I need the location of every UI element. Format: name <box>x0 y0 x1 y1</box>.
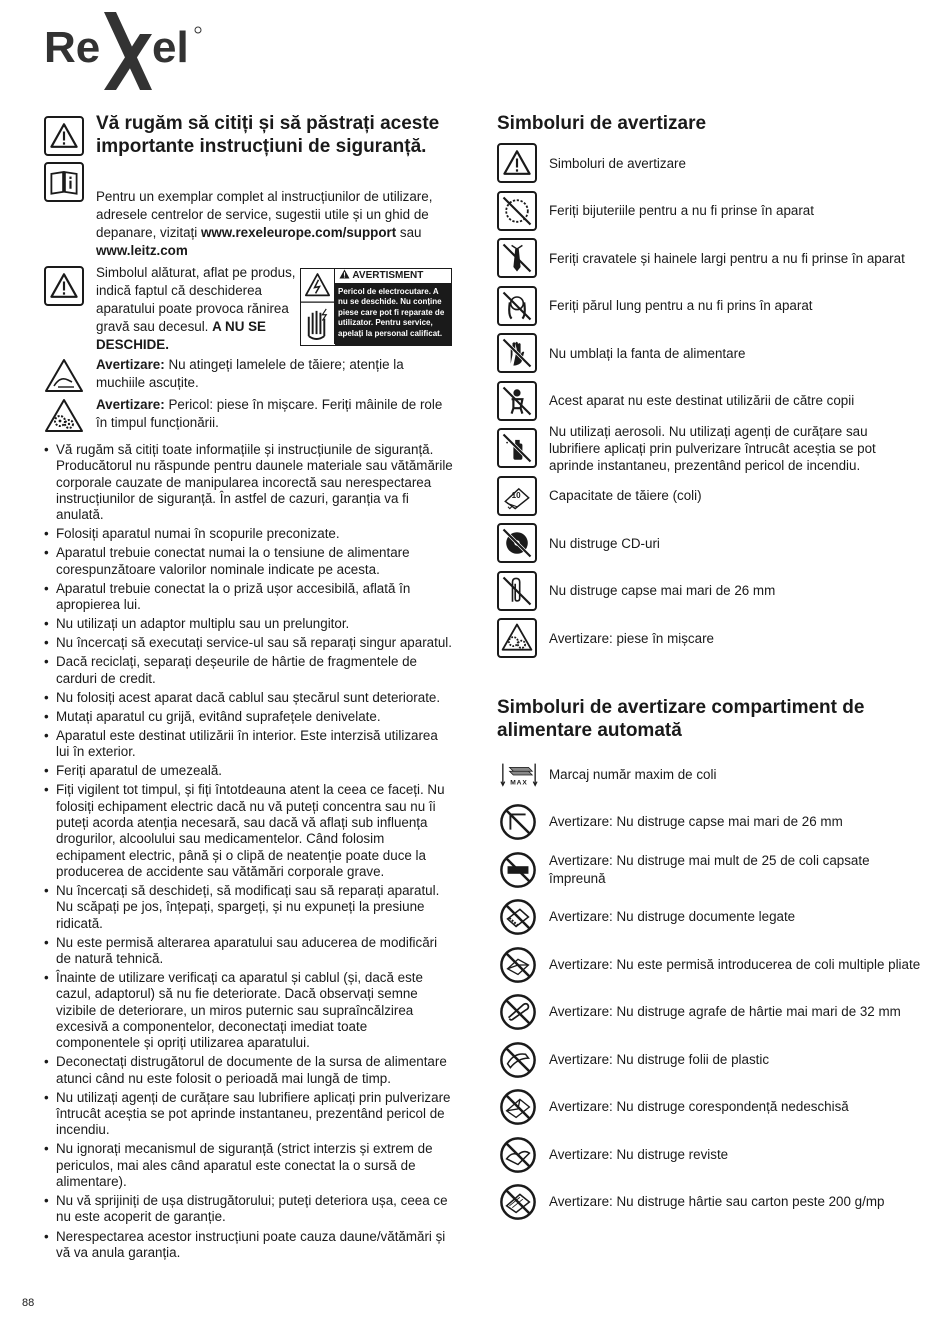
no-tie-icon <box>497 238 537 278</box>
symbol-label: Feriți părul lung pentru a nu fi prins în aparat <box>549 298 813 313</box>
support-link[interactable]: www.rexeleurope.com/support <box>200 225 397 240</box>
safety-rule: • Nu este permisă alterarea aparatului sau aducerea de modificări de natură tehnică. <box>44 935 454 968</box>
intro-text-part: Pentru un exemplar complet al instrucțiunilor de utilizare, adresele centrelor de service, sugestii utile și un ghid de depanare, vizitați <box>96 189 433 240</box>
feed-symbol-row <box>497 1132 927 1180</box>
symbol-row <box>497 141 927 189</box>
page-number: 88 <box>22 1297 35 1309</box>
safety-rule: • Nu ignorați mecanismul de siguranță (strict interzis și extrem de periculos, mai ales când aparatul este conectat la o sursă de alimentare). <box>44 1141 454 1190</box>
feed-symbol-label: Avertizare: Nu distruge corespondență nedeschisă <box>549 1099 849 1114</box>
symbol-row <box>497 423 927 474</box>
sign-note-text: Simbolul alăturat, aflat pe produs, indică faptul că deschiderea aparatului poate provoca rănirea gravă sau decesul. <box>96 265 296 334</box>
safety-rule: • Fiți vigilent tot timpul, și fiți întotdeauna atent la ceea ce faceți. Nu folosiți echipament electric dacă nu vă puteți concentra sau nu îi puteți acorda atenția necesară, sau dacă vă aflați sub influența drogurilor, alcoolului sau medicamentelor. Când folosim echipament electric, până și o clipă de neatenție poate duce la producerea de accidente sau vătămări corporale grave. <box>44 782 454 880</box>
safety-rule: • Nu încercați să deschideți, să modificați sau să reparați aparatul. Nu scăpați pe jos, înțepați, spargeți, și nu expuneți la presiune ridicată. <box>44 883 454 932</box>
no-jewellery-icon <box>497 191 537 231</box>
sheet-capacity-icon <box>497 476 537 516</box>
safety-rule: • Aparatul este destinat utilizării în interior. Este interzisă utilizarea lui în exterior. <box>44 728 454 761</box>
safety-rule: • Nu utilizați agenți de curățare sau lubrifiere aplicați prin pulverizare întrucât aceștia se pot aprinde instantaneu, prezentând pericol de incendiu. <box>44 1090 454 1139</box>
feed-symbol-row <box>497 894 927 942</box>
warning-label: Avertizare: <box>96 397 165 412</box>
safety-rule: • Aparatul trebuie conectat numai la o tensiune de alimentare corespunzătoare valorilor nominale indicate pe acesta. <box>44 545 454 578</box>
rexel-logo <box>44 12 204 92</box>
warning-triangle-icon <box>44 116 84 156</box>
symbol-row <box>497 569 927 617</box>
warning-triangle-icon <box>44 266 84 306</box>
feed-symbol-label: Avertizare: Nu distruge folii de plastic <box>549 1051 770 1067</box>
electric-sign-block <box>44 264 454 356</box>
feed-symbol-row <box>497 847 927 895</box>
symbol-label: Nu distruge CD-uri <box>549 535 660 551</box>
symbol-label: Feriți cravatele și hainele largi pentru a nu fi prinse în aparat <box>549 250 905 266</box>
moving-warning-text <box>96 396 456 432</box>
symbol-row <box>497 474 927 522</box>
feed-symbol-row <box>497 942 927 990</box>
cut-warning-block <box>44 356 454 396</box>
symbol-label: Nu utilizați aerosoli. Nu utilizați agenți de curățare sau lubrifiere aplicați prin pulverizare întrucât aceștia se pot aprinde instantaneu, prezentând pericol de incendiu. <box>549 423 876 473</box>
symbol-row <box>497 284 927 332</box>
warning-triangle-icon <box>497 143 537 183</box>
feed-symbol-label: Avertizare: Nu distruge documente legate <box>549 909 796 924</box>
feed-symbol-row <box>497 1179 927 1227</box>
intro-block <box>44 112 454 264</box>
blade-hazard-icon <box>44 358 84 394</box>
feed-symbol-row <box>497 752 927 800</box>
warning-box-icons <box>301 269 335 344</box>
no-magazines-icon <box>499 1136 537 1174</box>
safety-rule: • Feriți aparatul de umezeală. <box>44 763 454 779</box>
sign-note <box>96 264 296 354</box>
rexel-logo-mark <box>44 12 204 92</box>
max-sheets-icon <box>499 756 537 794</box>
safety-rule: • Nu încercați să executați service-ul sau să reparați singur aparatul. <box>44 635 454 651</box>
symbol-label: Capacitate de tăiere (coli) <box>549 488 702 503</box>
symbol-label: Nu umblați la fanta de alimentare <box>549 345 746 361</box>
no-stapled-stack-icon <box>499 851 537 889</box>
no-cd-icon <box>497 523 537 563</box>
feed-symbol-label: Avertizare: Nu distruge reviste <box>549 1146 729 1162</box>
warning-label: Avertizare: <box>96 357 165 372</box>
svg-text:el: el <box>152 23 189 72</box>
symbol-label: Nu distruge capse mai mari de 26 mm <box>549 583 776 598</box>
warning-box-title: AVERTISMENT <box>352 270 424 281</box>
feed-symbols-list <box>497 752 927 1227</box>
max-label: MAX <box>510 779 528 786</box>
svg-text:Re: Re <box>44 23 101 72</box>
symbol-row <box>497 331 927 379</box>
feed-symbol-label: Avertizare: Nu este permisă introducerea de coli multiple pliate <box>549 956 921 972</box>
no-cardboard-icon <box>499 1183 537 1221</box>
feed-symbol-label: Avertizare: Nu distruge agrafe de hârtie mai mari de 32 mm <box>549 1004 901 1019</box>
warning-text: Pericol: piese în mișcare. Feriți mâinile de role în timpul funcționării. <box>96 397 443 430</box>
intro-title: Vă rugăm să citiți și să păstrați aceste importante instrucțiuni de siguranță. <box>96 113 440 157</box>
feed-section-title: Simboluri de avertizare compartiment de alimentare automată <box>497 696 865 741</box>
safety-rule: • Nu utilizați un adaptor multiplu sau un prelungitor. <box>44 616 454 632</box>
symbol-row <box>497 379 927 427</box>
symbol-row <box>497 521 927 569</box>
small-warning-icon <box>339 269 350 279</box>
feed-symbol-label: Avertizare: Nu distruge hârtie sau carton peste 200 g/mp <box>549 1194 885 1209</box>
symbol-label: Acest aparat nu este destinat utilizării de către copii <box>549 393 855 408</box>
feed-symbol-row <box>497 1084 927 1132</box>
sheet-capacity-badge: 10 <box>511 490 521 500</box>
warning-text: Nu atingeți lamelele de tăiere; atenție la muchiile ascuțite. <box>96 357 404 390</box>
feed-symbol-row <box>497 799 927 847</box>
no-staples-26mm-icon <box>499 803 537 841</box>
safety-rule: • Nu folosiți acest aparat dacă cablul sau ștecărul sunt deteriorate. <box>44 690 454 706</box>
warning-box-body: Pericol de electrocutare. A nu se deschide. Nu conține piese care pot fi reparate de utilizator. Pentru service, apelați la personal calificat. <box>335 284 451 345</box>
no-paper-clips-icon <box>499 993 537 1031</box>
leitz-link[interactable]: www.leitz.com <box>96 243 188 258</box>
safety-instructions-column <box>44 112 454 1264</box>
safety-rule: • Vă rugăm să citiți toate informațiile și instrucțiunile de siguranță. Producătorul nu răspunde pentru daunele materiale sau vătămările corporale cauzate de manipularea incorectă sau nerespectarea instrucțiunilor de siguranță. În astfel de cazuri, garanția va fi anulată. <box>44 442 454 523</box>
do-not-open-text: A NU SE DESCHIDE. <box>96 319 266 352</box>
symbols-section-title: Simboluri de avertizare <box>497 113 707 134</box>
warning-symbols-column <box>497 112 927 1227</box>
moving-parts-warning-block <box>44 396 454 436</box>
no-folded-sheets-icon <box>499 946 537 984</box>
symbols-list <box>497 141 927 664</box>
safety-rule: • Dacă reciclați, separați deșeurile de hârtie de fragmentele de carduri de credit. <box>44 654 454 687</box>
safety-rule: • Nerespectarea acestor instrucțiuni poate cauza daune/vătămări și vă va anula garanția. <box>44 1229 454 1262</box>
no-long-hair-icon <box>497 286 537 326</box>
symbol-label: Simboluri de avertizare <box>549 155 686 171</box>
warning-box-header <box>335 269 451 284</box>
no-plastic-film-icon <box>499 1041 537 1079</box>
symbol-label: Feriți bijuteriile pentru a nu fi prinse în aparat <box>549 203 814 218</box>
safety-rules-list <box>44 442 454 1261</box>
no-bound-documents-icon <box>499 898 537 936</box>
feed-symbol-row <box>497 1037 927 1085</box>
no-aerosol-icon <box>497 428 537 468</box>
no-children-icon <box>497 381 537 421</box>
intro-text <box>96 188 456 260</box>
electric-shock-icon <box>301 269 334 344</box>
moving-parts-icon <box>497 618 537 658</box>
symbol-row <box>497 616 927 664</box>
symbol-row <box>497 189 927 237</box>
read-manual-icon <box>44 162 84 202</box>
electric-warning-box <box>300 268 452 346</box>
no-hand-icon <box>497 333 537 373</box>
safety-rule: • Mutați aparatul cu grijă, evitând suprafețele denivelate. <box>44 709 454 725</box>
no-unopened-mail-icon <box>499 1088 537 1126</box>
symbol-row <box>497 236 927 284</box>
feed-symbol-label: Marcaj număr maxim de coli <box>549 766 717 782</box>
feed-symbol-label: Avertizare: Nu distruge mai mult de 25 de coli capsate împreună <box>549 852 870 886</box>
moving-parts-icon <box>44 398 84 434</box>
intro-text-part: sau <box>396 225 422 240</box>
feed-symbol-row <box>497 989 927 1037</box>
safety-rule: • Deconectați distrugătorul de documente de la sursa de alimentare atunci când nu este folosit o perioadă mai lungă de timp. <box>44 1054 454 1087</box>
safety-rule: • Folosiți aparatul numai în scopurile preconizate. <box>44 526 454 542</box>
no-large-staples-icon <box>497 571 537 611</box>
feed-symbol-label: Avertizare: Nu distruge capse mai mari de 26 mm <box>549 814 843 829</box>
safety-rule: • Nu vă sprijiniți de ușa distrugătorului; puteți deteriora ușa, ceea ce nu este acoperit de garanție. <box>44 1193 454 1226</box>
symbol-label: Avertizare: piese în mișcare <box>549 630 714 646</box>
safety-rule: • Aparatul trebuie conectat la o priză ușor accesibilă, aflată în apropierea lui. <box>44 581 454 614</box>
safety-rule: • Înainte de utilizare verificați ca aparatul și cablul (și, dacă este cazul, adaptorul) să nu fie deteriorate. Dacă observați semne vizibile de deteriorare, un miros puternic sau supraîncălzirea excesivă a componentelor, deconectați imediat toate componentele și opriți utilizarea aparatului. <box>44 970 454 1051</box>
cut-warning-text <box>96 356 456 392</box>
